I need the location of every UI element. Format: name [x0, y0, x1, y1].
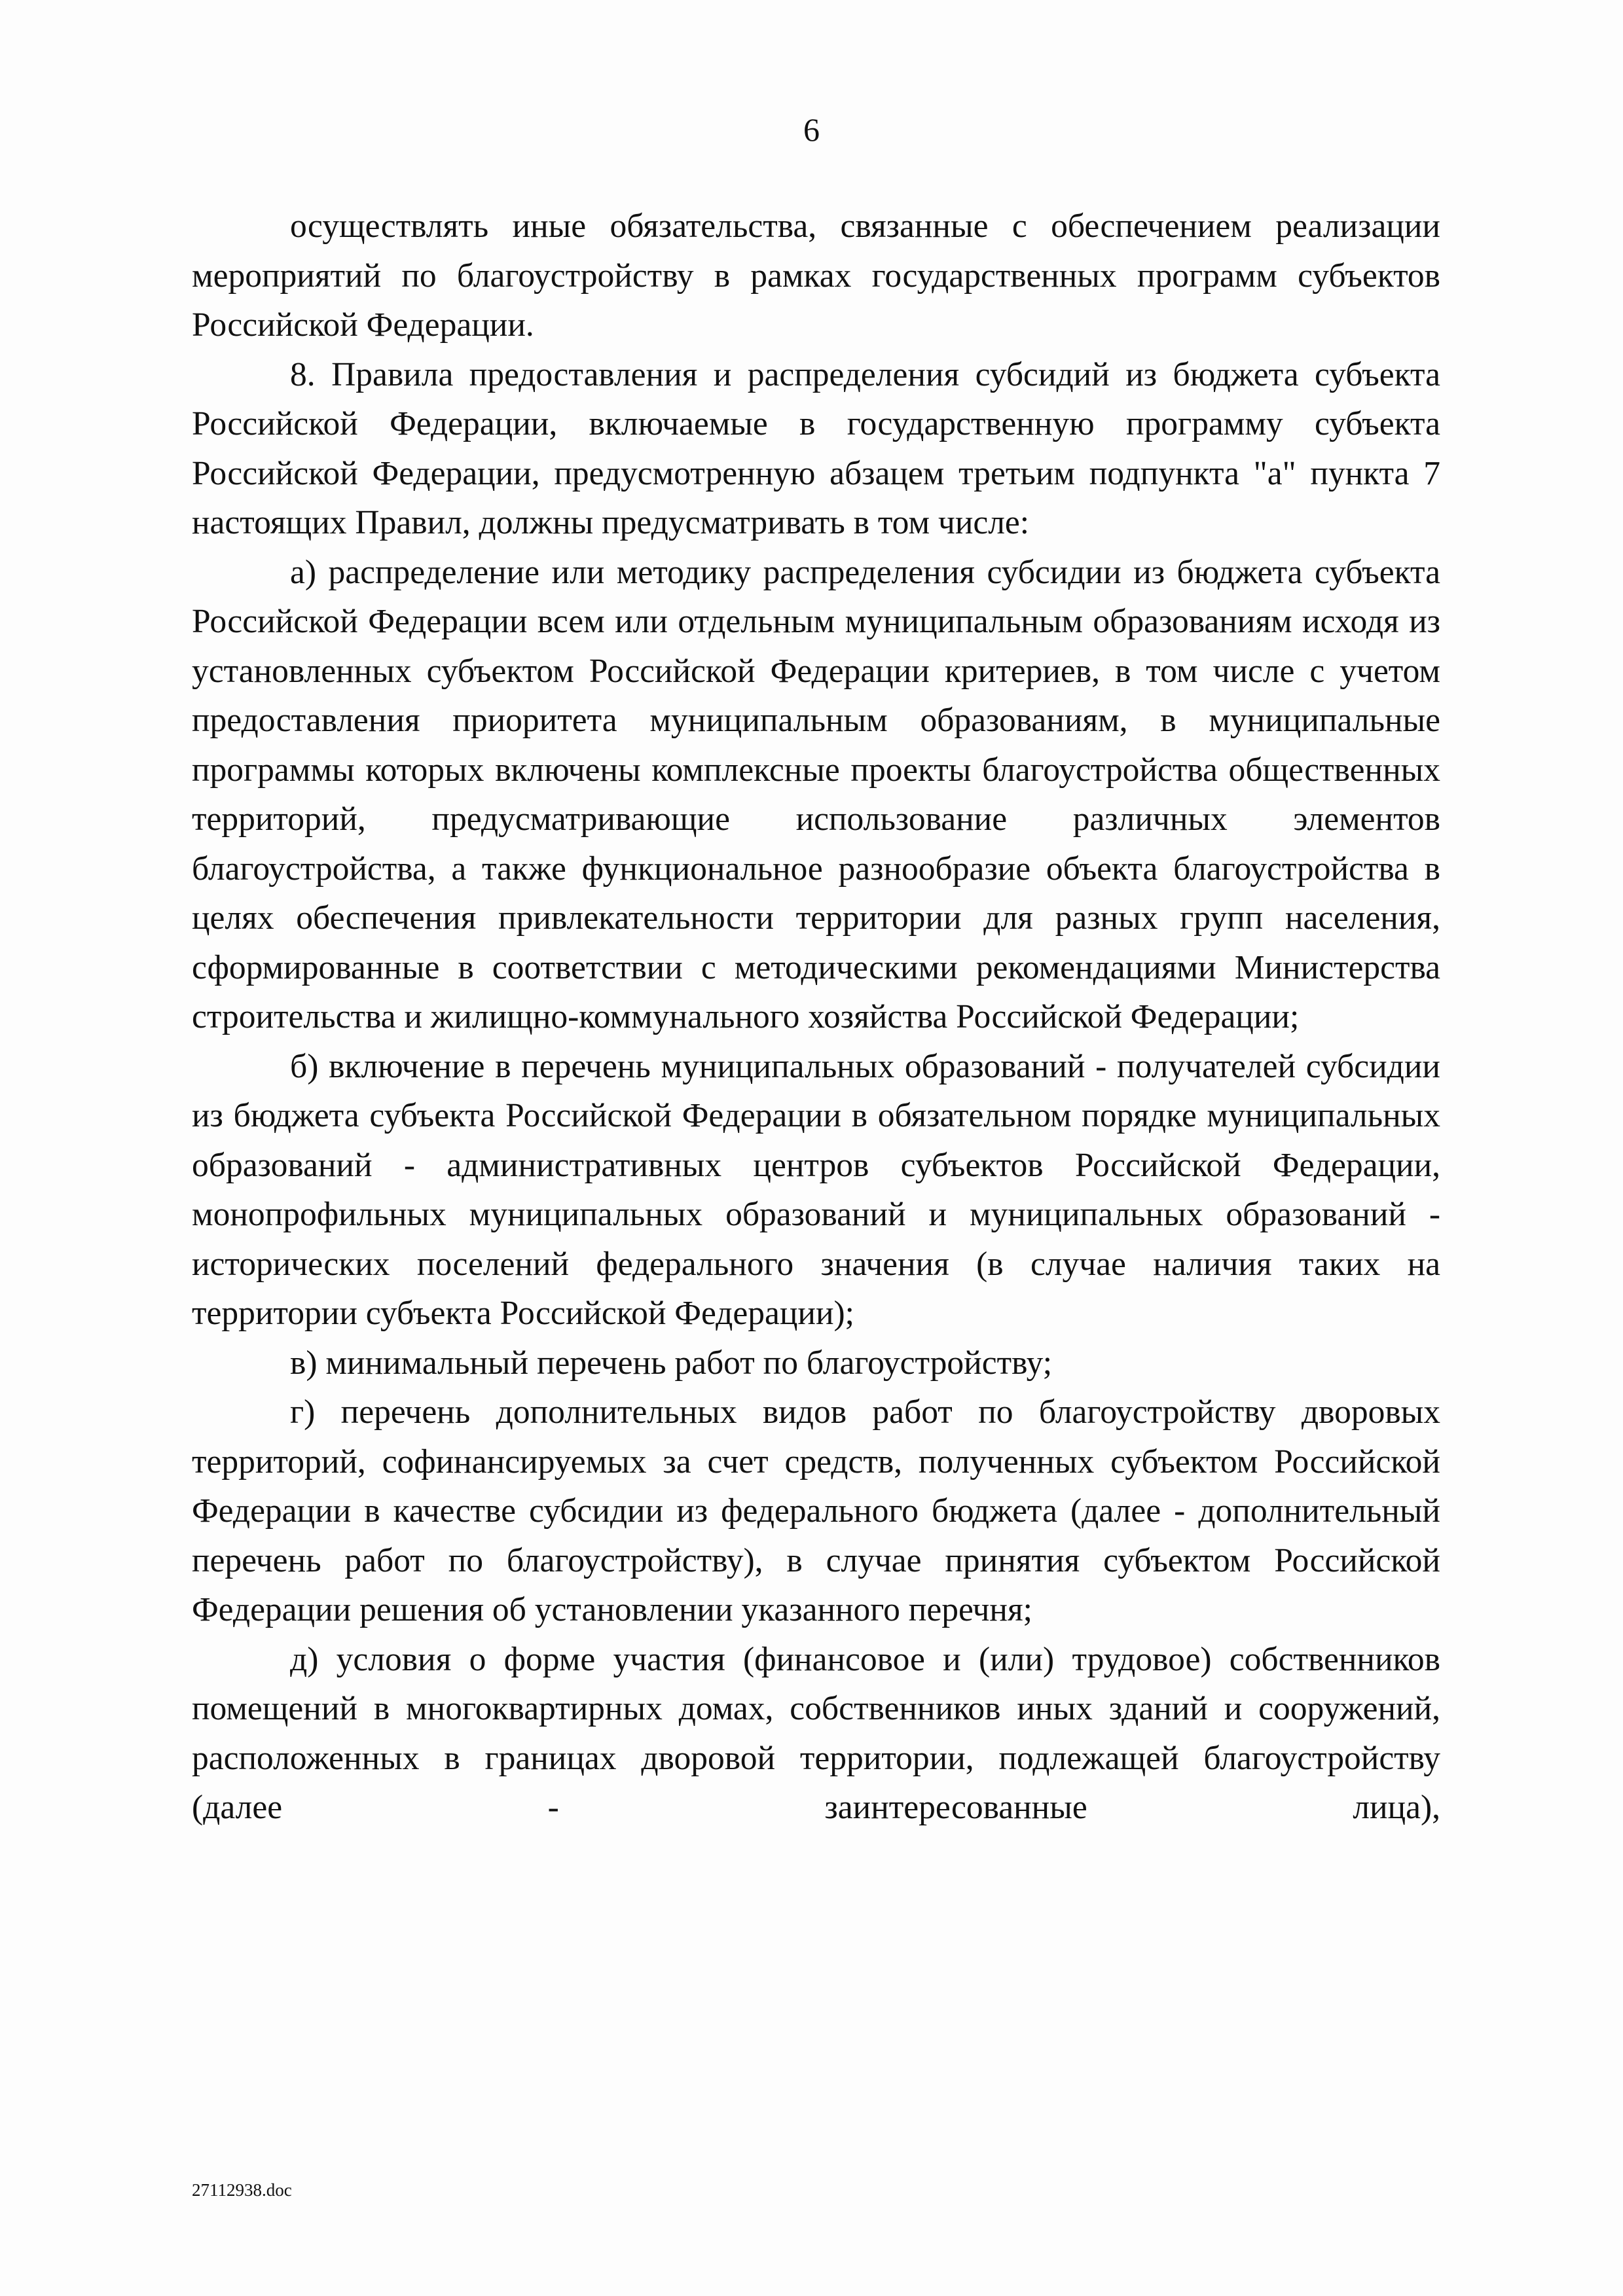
- paragraph-subitem-a: а) распределение или методику распределения субсидии из бюджета субъекта Российской Федерации всем или отдельным муниципальным образованиям исходя из установленных субъектом Российской Федерации критериев, в том числе с учетом предоставления приоритета муниципальным образованиям, в муниципальные программы которых включены комплексные проекты благоустройства общественных территорий, предусматривающие использование различных элементов благоустройства, а также функциональное разнообразие объекта благоустройства в целях обеспечения привлекательности территории для разных групп населения, сформированные в соответствии с методическими рекомендациями Министерства строительства и жилищно-коммунального хозяйства Российской Федерации;: [192, 553, 1440, 1035]
- paragraph-continuation: осуществлять иные обязательства, связанные с обеспечением реализации мероприятий по благоустройству в рамках государственных программ субъектов Российской Федерации.: [192, 207, 1440, 344]
- paragraph-subitem-d: д) условия о форме участия (финансовое и (или) трудовое) собственников помещений в многоквартирных домах, собственников иных зданий и сооружений, расположенных в границах дворовой территории, подлежащей благоустройству (далее - заинтересованные лица),: [192, 1640, 1440, 1826]
- paragraph-item-8: 8. Правила предоставления и распределения субсидий из бюджета субъекта Российской Федерации, включаемые в государственную программу субъекта Российской Федерации, предусмотренную абзацем третьим подпункта "а" пункта 7 настоящих Правил, должны предусматривать в том числе:: [192, 355, 1440, 541]
- document-file-code: 27112938.doc: [192, 2180, 292, 2200]
- paragraph-subitem-b: б) включение в перечень муниципальных образований - получателей субсидии из бюджета субъекта Российской Федерации в обязательном порядке муниципальных образований - административных центров субъектов Российской Федерации, монопрофильных муниципальных образований и муниципальных образований - исторических поселений федерального значения (в случае наличия таких на территории субъекта Российской Федерации);: [192, 1047, 1440, 1332]
- paragraph-subitem-g: г) перечень дополнительных видов работ по благоустройству дворовых территорий, софинансируемых за счет средств, полученных субъектом Российской Федерации в качестве субсидии из федерального бюджета (далее - дополнительный перечень работ по благоустройству), в случае принятия субъектом Российской Федерации решения об установлении указанного перечня;: [192, 1393, 1440, 1628]
- page-number: 6: [803, 111, 820, 148]
- document-body: [192, 202, 1440, 1833]
- paragraph-subitem-v: в) минимальный перечень работ по благоустройству;: [290, 1344, 1053, 1382]
